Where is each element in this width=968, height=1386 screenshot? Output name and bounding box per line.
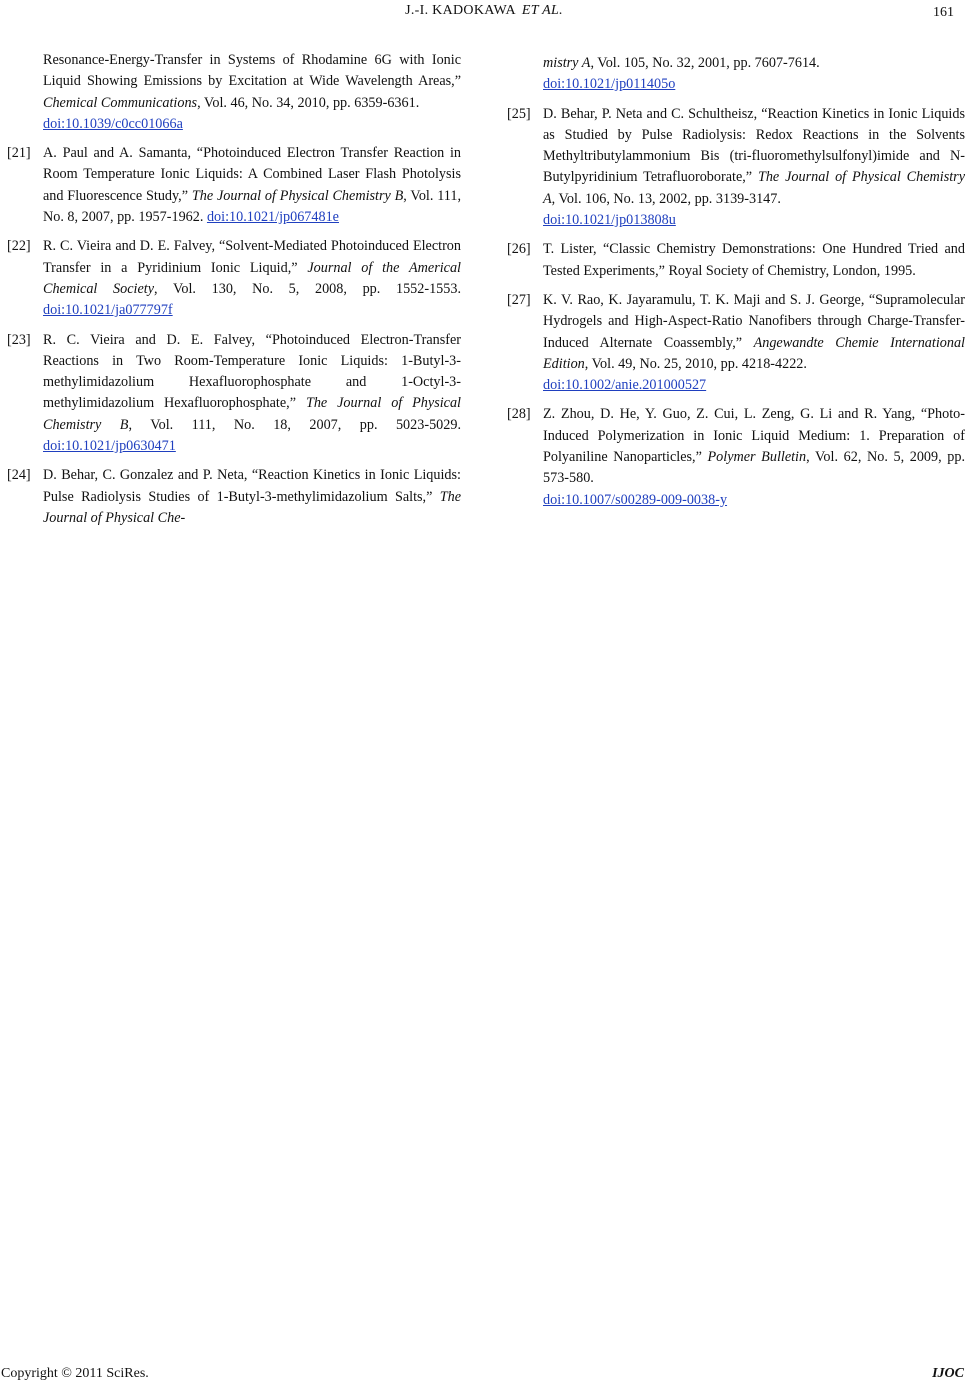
reference-journal: Chemical Communications	[43, 94, 198, 111]
page-number: 161	[933, 5, 954, 20]
page-footer	[0, 1366, 968, 1386]
reference-entry	[507, 53, 965, 96]
doi-link[interactable]: doi:10.1021/jp067481e	[206, 209, 339, 226]
reference-body: Z. Zhou, D. He, Y. Guo, Z. Cui, L. Zeng, G. Li and R. Yang, “Photo-Induced Polymerization in Ionic Liquid Medium: 1. Preparation of Polyaniline Nanoparticles,”	[543, 406, 965, 466]
reference-number: [23]	[7, 331, 31, 348]
doi-link[interactable]: doi:10.1002/anie.201000527	[543, 377, 707, 394]
reference-journal: mistry A	[543, 55, 591, 71]
reference-number: [26]	[507, 241, 531, 258]
reference-text	[43, 330, 461, 458]
copyright-notice: Copyright © 2011 SciRes.	[1, 1366, 149, 1381]
reference-entry	[507, 239, 965, 282]
doi-link[interactable]: doi:10.1021/jp0630471	[43, 438, 176, 455]
reference-details: , Vol. 111, No. 8, 2007, pp. 1957-1962.	[43, 187, 462, 226]
reference-journal: The Journal of Physical Chemistry B	[43, 395, 461, 433]
running-head	[0, 3, 968, 19]
reference-text	[543, 290, 965, 396]
reference-number: [24]	[7, 467, 31, 484]
reference-details: , Vol. 49, No. 25, 2010, pp. 4218-4222.	[584, 355, 807, 372]
reference-entry	[7, 330, 461, 458]
journal-abbreviation: IJOC	[932, 1366, 964, 1381]
reference-text	[43, 465, 461, 529]
reference-details: , Vol. 130, No. 5, 2008, pp. 1552-1553.	[154, 280, 461, 297]
reference-entry	[7, 50, 461, 135]
reference-body: A. Paul and A. Samanta, “Photoinduced Electron Transfer Reaction in Room Temperature Ionic Liquids: A Combined Laser Flash Photolysis and Fluorescence Study,”	[43, 145, 461, 204]
reference-body: D. Behar, P. Neta and C. Schultheisz, “Reaction Kinetics in Ionic Liquids as Studied by Pulse Radiolysis: Redox Reactions in the Solvents Methyltributylammonium Bis (tri-fluoromethylsulfonyl)imide and N-Butylpyridinium Tetrafluoroborate,”	[543, 105, 965, 186]
reference-body: T. Lister, “Classic Chemistry Demonstrations: One Hundred Tried and Tested Experiments,” Royal Society of Chemistry, London, 1995.	[543, 241, 965, 279]
reference-journal: The Journal of Physical Chemistry B	[191, 187, 404, 204]
running-head-et-al: ET AL.	[521, 3, 563, 18]
reference-number: [25]	[507, 105, 531, 122]
reference-body: R. C. Vieira and D. E. Falvey, “Solvent-Mediated Photoinduced Electron Transfer in a Pyridinium Ionic Liquid,”	[43, 238, 461, 276]
reference-details: , Vol. 111, No. 18, 2007, pp. 5023-5029.	[128, 416, 461, 433]
doi-link[interactable]: doi:10.1021/ja077797f	[43, 302, 173, 319]
reference-entry	[7, 465, 461, 529]
reference-number: [21]	[7, 145, 31, 162]
reference-number: [28]	[507, 406, 531, 423]
doi-link[interactable]: doi:10.1007/s00289-009-0038-y	[543, 491, 728, 508]
reference-text	[543, 404, 965, 510]
reference-number: [27]	[507, 291, 531, 308]
reference-entry	[507, 290, 965, 396]
reference-details: , Vol. 105, No. 32, 2001, pp. 7607-7614.	[590, 55, 820, 71]
reference-body: K. V. Rao, K. Jayaramulu, T. K. Maji and S. J. George, “Supramolecular Hydrogels and High-Aspect-Ratio Nanofibers through Charge-Transfer-Induced Alternate Coassembly,”	[543, 291, 965, 351]
doi-link[interactable]: doi:10.1021/jp011405o	[543, 76, 676, 93]
doi-link[interactable]: doi:10.1039/c0cc01066a	[43, 115, 183, 132]
reference-body: D. Behar, C. Gonzalez and P. Neta, “Reaction Kinetics in Ionic Liquids: Pulse Radiolysis Studies of 1-Butyl-3-methylimidazolium Salts,”	[43, 467, 461, 505]
running-head-authors: J.-I. KADOKAWA	[405, 3, 516, 18]
reference-text	[43, 143, 461, 228]
reference-entry	[7, 143, 461, 228]
reference-text	[43, 50, 461, 135]
reference-journal: Angewandte Chemie International Edition	[543, 334, 965, 372]
left-column	[7, 50, 461, 537]
reference-journal: Journal of the Americal Chemical Society	[43, 259, 461, 297]
reference-number: [22]	[7, 238, 31, 255]
reference-details: , Vol. 62, No. 5, 2009, pp. 573-580.	[543, 449, 966, 487]
reference-journal: Polymer Bulletin	[707, 449, 807, 466]
reference-details: , Vol. 106, No. 13, 2002, pp. 3139-3147.	[551, 190, 781, 207]
doi-link[interactable]: doi:10.1021/jp013808u	[543, 212, 676, 229]
reference-journal: The Journal of Physical Chemistry A	[543, 169, 965, 207]
reference-text	[543, 53, 965, 96]
reference-entry	[507, 404, 965, 510]
reference-details: , Vol. 46, No. 34, 2010, pp. 6359-6361.	[197, 94, 420, 111]
reference-body: Resonance-Energy-Transfer in Systems of Rhodamine 6G with Ionic Liquid Showing Emissions by Excitation at Wide Wavelength Areas,”	[43, 52, 461, 90]
reference-body: R. C. Vieira and D. E. Falvey, “Photoinduced Electron-Transfer Reactions in Two Room-Temperature Ionic Liquids: 1-Butyl-3-methylimidazolium Hexafluorophosphate and 1-Octyl-3-methylimidazolium Hexafluorophosphate,”	[43, 331, 461, 412]
reference-text	[543, 104, 965, 232]
reference-text	[543, 239, 965, 282]
page-header	[0, 0, 968, 30]
reference-entry	[507, 104, 965, 232]
reference-text	[43, 236, 461, 321]
right-column	[507, 53, 965, 519]
reference-journal: The Journal of Physical Che-	[43, 488, 461, 526]
reference-entry	[7, 236, 461, 321]
